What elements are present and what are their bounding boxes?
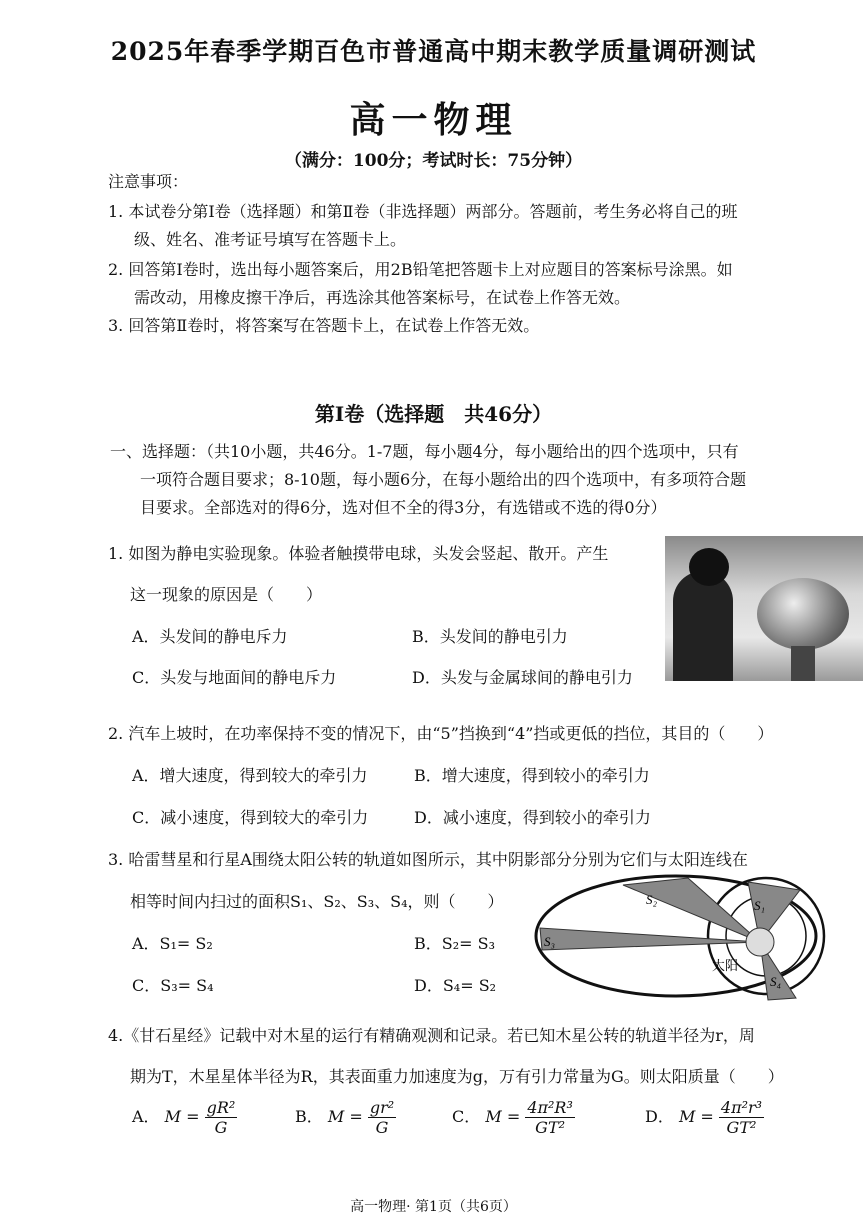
q4-option-a-lhs: M =	[164, 1107, 200, 1126]
sun	[746, 928, 774, 956]
q4-option-c	[452, 1098, 575, 1137]
q4-option-a-denominator: G	[214, 1118, 228, 1137]
q2-option-d: D．减小速度，得到较小的牵引力	[414, 808, 651, 827]
q4-stem-cont: 期为T，木星星体半径为R，其表面重力加速度为g，万有引力常量为G。则太阳质量（ ）	[130, 1067, 784, 1086]
q4-option-b-label: B．	[295, 1107, 323, 1126]
notice-item-1: 1. 本试卷分第Ⅰ卷（选择题）和第Ⅱ卷（非选择题）两部分。答题前，考生务必将自己的班	[108, 202, 738, 221]
q4-option-b-lhs: M =	[327, 1107, 363, 1126]
label-s1: S₁	[754, 898, 766, 913]
q4-option-c-fraction	[525, 1098, 575, 1137]
orbit-diagram	[528, 870, 828, 1002]
q4-option-d-lhs: M =	[678, 1107, 714, 1126]
q3-option-b: B．S₂= S₃	[414, 934, 496, 953]
q4-stem: 4.《甘石星经》记载中对木星的运行有精确观测和记录。若已知木星公转的轨道半径为r，周	[108, 1026, 755, 1045]
q4-option-a	[132, 1098, 237, 1137]
section-instructions-line3: 目要求。全部选对的得6分，选对但不全的得3分，有选错或不选的得0分）	[140, 498, 667, 517]
q4-option-d-numerator: 4π²r³	[720, 1098, 763, 1117]
q4-option-d-fraction	[719, 1098, 764, 1137]
section-heading: 第Ⅰ卷（选择题 共46分）	[314, 402, 553, 426]
q4-option-c-denominator: GT²	[535, 1118, 566, 1137]
notice-item-3: 3. 回答第Ⅱ卷时，将答案写在答题卡上，在试卷上作答无效。	[108, 316, 540, 335]
q1-option-a: A．头发间的静电斥力	[132, 627, 288, 646]
section-instructions-line1: 一、选择题：（共10小题，共46分。1-7题，每小题4分，每小题给出的四个选项中，只有	[110, 442, 739, 461]
q4-option-d-denominator: GT²	[726, 1118, 757, 1137]
q3-option-c: C．S₃= S₄	[132, 976, 214, 995]
q4-option-c-numerator: 4π²R³	[527, 1098, 573, 1117]
q1-option-d: D．头发与金属球间的静电引力	[412, 668, 633, 687]
q1-stem-cont: 这一现象的原因是（ ）	[130, 585, 323, 604]
q4-option-c-lhs: M =	[485, 1107, 521, 1126]
q3-stem-cont: 相等时间内扫过的面积S₁、S₂、S₃、S₄，则（ ）	[130, 892, 504, 911]
q1-option-b: B．头发间的静电引力	[412, 627, 568, 646]
notice-item-1-cont: 级、姓名、准考证号填写在答题卡上。	[134, 230, 407, 249]
q4-option-b	[295, 1098, 396, 1137]
q4-option-b-numerator: gr²	[369, 1098, 395, 1117]
static-electricity-photo	[665, 536, 863, 681]
q1-stem: 1. 如图为静电实验现象。体验者触摸带电球，头发会竖起、散开。产生	[108, 544, 609, 563]
notice-item-2-cont: 需改动，用橡皮擦干净后，再选涂其他答案标号，在试卷上作答无效。	[134, 288, 631, 307]
q2-option-a: A．增大速度，得到较大的牵引力	[132, 766, 368, 785]
q4-option-d	[645, 1098, 764, 1137]
q3-option-a: A．S₁= S₂	[132, 934, 213, 953]
subject-title: 高一物理	[349, 99, 518, 141]
notice-label: 注意事项：	[108, 172, 189, 191]
q3-option-d: D．S₄= S₂	[414, 976, 497, 995]
label-s2: S₂	[646, 892, 658, 907]
label-s3: S₃	[544, 934, 556, 949]
q1-option-c: C．头发与地面间的静电斥力	[132, 668, 337, 687]
page-footer: 高一物理· 第1页（共6页）	[350, 1199, 517, 1215]
section-instructions-line2: 一项符合题目要求；8-10题，每小题6分，在每小题给出的四个选项中，有多项符合题	[140, 470, 747, 489]
q4-option-b-fraction	[368, 1098, 396, 1137]
q4-option-d-label: D．	[645, 1107, 674, 1126]
score-line: （满分：100分；考试时长：75分钟）	[284, 151, 583, 171]
label-sun: 太阳	[712, 959, 739, 974]
sector-s2	[623, 878, 760, 942]
q4-option-a-label: A．	[132, 1107, 160, 1126]
q2-option-c: C．减小速度，得到较大的牵引力	[132, 808, 369, 827]
q4-option-a-fraction	[205, 1098, 238, 1137]
q4-option-b-denominator: G	[375, 1118, 389, 1137]
q4-option-c-label: C．	[452, 1107, 481, 1126]
notice-item-2: 2. 回答第Ⅰ卷时，选出每小题答案后，用2B铅笔把答题卡上对应题目的答案标号涂黑。如	[108, 260, 733, 279]
q4-option-a-numerator: gR²	[206, 1098, 236, 1117]
q3-stem: 3. 哈雷彗星和行星A围绕太阳公转的轨道如图所示，其中阴影部分分别为它们与太阳连线在	[108, 850, 748, 869]
q2-stem: 2. 汽车上坡时，在功率保持不变的情况下，由“5”挡换到“4”挡或更低的挡位，其目的（ ）	[108, 724, 774, 743]
q2-option-b: B．增大速度，得到较小的牵引力	[414, 766, 650, 785]
exam-title: 2025年春季学期百色市普通高中期末教学质量调研测试	[110, 37, 757, 66]
label-s4: S₄	[770, 974, 782, 989]
